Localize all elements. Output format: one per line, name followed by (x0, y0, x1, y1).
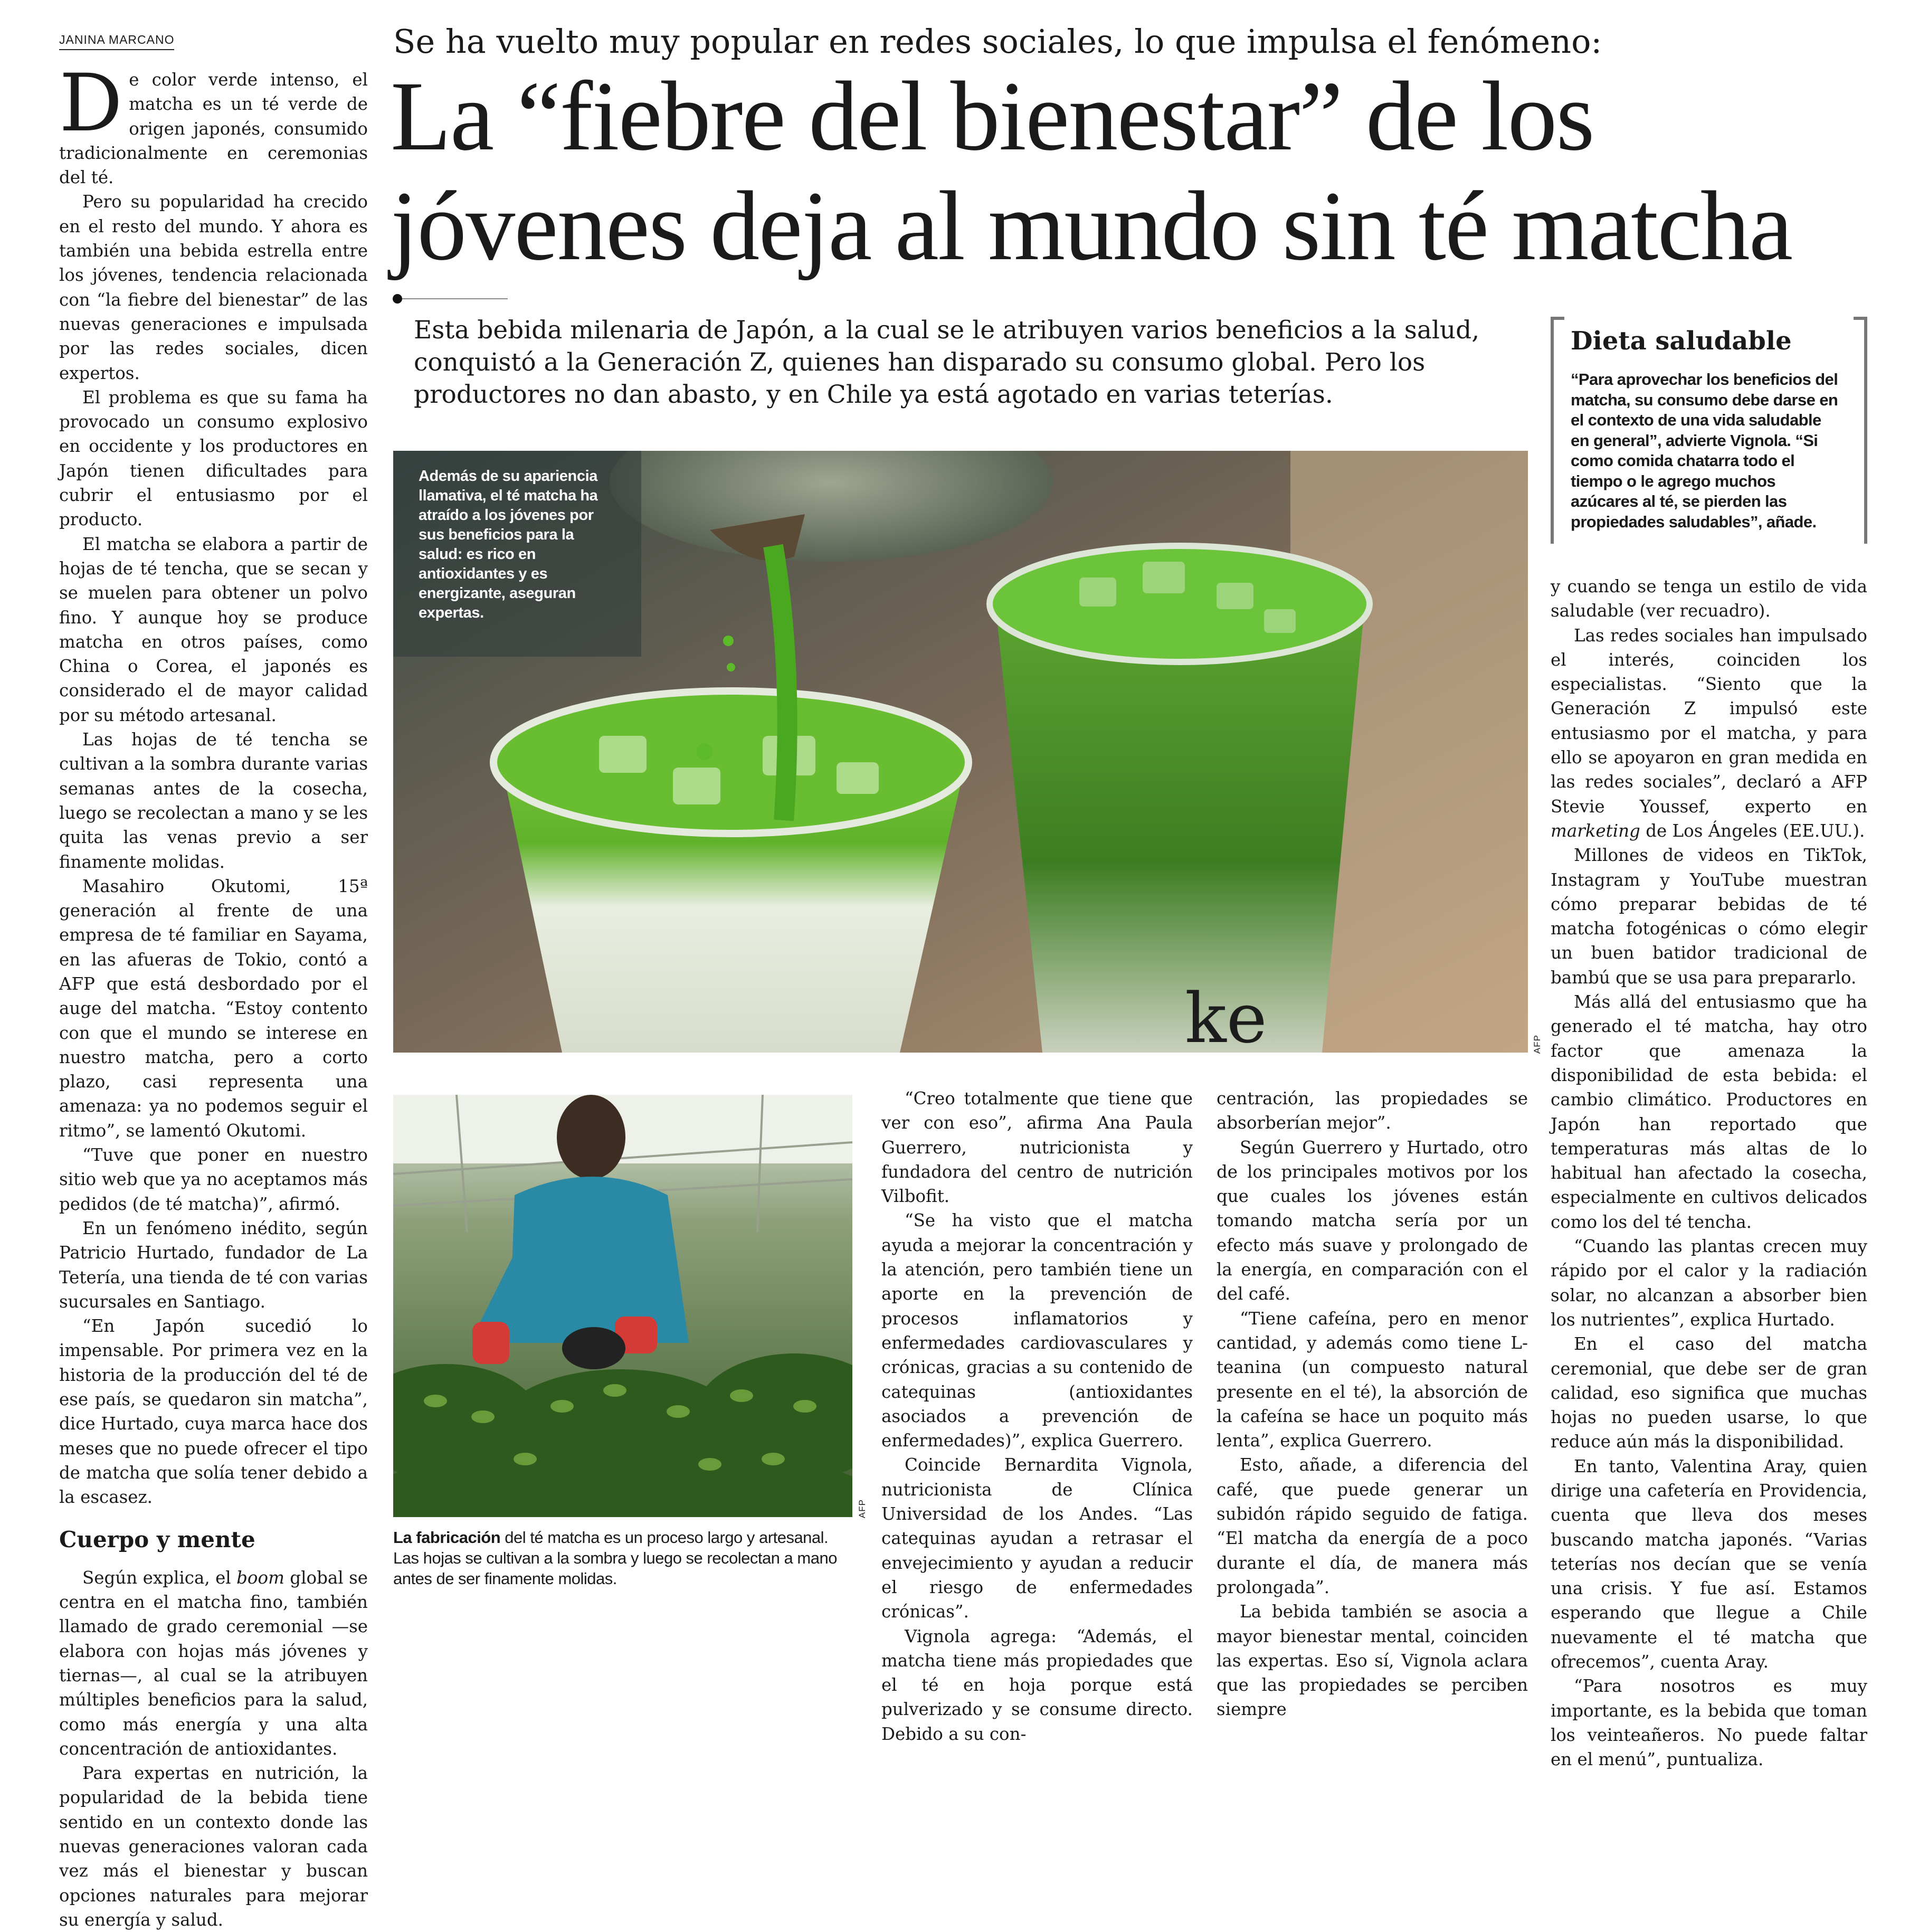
col1-para-7: “Tuve que poner en nuestro sitio web que ya no aceptamos más pedidos (de té matcha)”, afirmó. (59, 1145, 368, 1214)
col4-para-3: “Tiene cafeína, pero en menor cantidad, y además como tiene L-teanina (un compuesto natural presente en el té), la absorción de la cafeína se hace un poquito más lenta”, explica Guerrero. (1217, 1308, 1528, 1451)
col1-para-9: “En Japón sucedió lo impensable. Por primera vez en la historia de la producción del té de ese país, se quedaron sin matcha”, dice Hurtado, cuya marca hace dos meses que no puede ofrecer el tipo de matcha que solía tener debido a la escasez. (59, 1316, 368, 1508)
col3-para-2: “Se ha visto que el matcha ayuda a mejorar la concentración y la atención, pero también tiene un aporte en la prevención de procesos inflamatorios y enfermedades cardiovasculares y crónicas, gracias a su contenido de catequinas (antioxidantes asociados a prevención de enfermedades)”, explica Guerrero. (881, 1210, 1193, 1451)
main-photo (393, 451, 1528, 1053)
second-photo-caption-bold: La fabricación (393, 1528, 501, 1547)
col3-para-1: “Creo totalmente que tiene que ver con eso”, afirma Ana Paula Guerrero, nutricionista y fundadora del centro de nutrición Vilbofit. (881, 1088, 1193, 1207)
col1-para-10: Según explica, el boom global se centra en el matcha fino, también llamado de grado ceremonial —se elabora con hojas más jóvenes y tiernas—, al cual se la atribuyen múltiples beneficios para la salud, como más energía y una alta concentración de antioxidantes. (59, 1567, 368, 1759)
col5-para-1: y cuando se tenga un estilo de vida saludable (ver recuadro). (1551, 576, 1867, 621)
headline (391, 61, 1792, 281)
col5-para-2: Las redes sociales han impulsado el interés, coinciden los especialistas. “Siento que la Generación Z impulsó este entusiasmo por el matcha, y para ello se apoyaron en gran medida en las redes sociales”, declaró a AFP Stevie Youssef, experto en marketing de Los Ángeles (EE.UU.). (1551, 625, 1867, 841)
cup-logo-text: ke (1185, 978, 1267, 1053)
subhead-cuerpo-y-mente: Cuerpo y mente (59, 1526, 255, 1552)
col1-para-8: En un fenómeno inédito, según Patricio Hurtado, fundador de La Tetería, una tienda de té con varias sucursales en Santiago. (59, 1218, 368, 1312)
rule-line (402, 298, 508, 299)
second-photo-caption (393, 1527, 858, 1589)
col5-para-5: “Cuando las plantas crecen muy rápido por el calor y la radiación solar, no alcanzan a absorber bien los nutrientes”, explica Hurtado. (1551, 1236, 1867, 1330)
second-photo-credit: AFP (857, 1499, 867, 1519)
byline: JANINA MARCANO (59, 33, 174, 50)
col4-para-4: Esto, añade, a diferencia del café, que puede generar un subidón rápido seguido de fatiga. “El matcha da energía de a poco durante el día, de manera más prolongada”. (1217, 1455, 1528, 1597)
col4-para-2: Según Guerrero y Hurtado, otro de los principales motivos por los que cuales los jóvenes están tomando matcha sería por un efecto más suave y prolongado de la energía, en comparación con el del café. (1217, 1137, 1528, 1304)
sidebar-box (1551, 317, 1867, 560)
second-photo (393, 1095, 852, 1517)
col3-para-4: Vignola agrega: “Además, el matcha tiene más propiedades que el té en hoja porque está pulverizado y se consume directo. Debido a su con- (881, 1626, 1193, 1744)
col1-para-1: De color verde intenso, el matcha es un té verde de origen japonés, consumido tradicionalmente en ceremonias del té. (59, 58, 368, 188)
col5-para-3: Millones de videos en TikTok, Instagram y YouTube muestran cómo preparar bebidas de té matcha fotogénicas o cómo elegir un buen batidor tradicional de bambú que se usa para prepararlo. (1551, 845, 1867, 988)
column-4 (1217, 1086, 1528, 1722)
lead-paragraph: Esta bebida milenaria de Japón, a la cual se le atribuyen varios beneficios a la salud, conquistó a la Generación Z, quienes han disparado su consumo global. Pero los productores no dan abasto, y en Chile ya está agotado en varias teterías. (414, 316, 1480, 409)
sidebar-border-left (1551, 317, 1554, 544)
col1-para-4: El matcha se elabora a partir de hojas de té tencha, que se secan y se muelen para obtener un polvo fino. Y aunque hoy se produce matcha en otros países, como China o Corea, el japonés es considerado el de mayor calidad por su método artesanal. (59, 534, 368, 725)
col5-para-4: Más allá del entusiasmo que ha generado el té matcha, hay otro factor que amenaza la disponibilidad de esta bebida: el cambio climático. Productores en Japón han reportado que temperaturas más altas de lo habitual han afectado la cosecha, especialmente en cultivos delicados como los del té tencha. (1551, 992, 1867, 1232)
col1-para-3: El problema es que su fama ha provocado un consumo explosivo en occidente y los productores en Japón tienen dificultades para cubrir el entusiasmo por el producto. (59, 387, 368, 530)
second-photo-caption-rest: del té matcha es un proceso largo y artesanal. Las hojas se cultivan a la sombra y luego se recolectan a mano antes de ser finamente molidas. (393, 1528, 837, 1588)
kicker: Se ha vuelto muy popular en redes sociales, lo que impulsa el fenómeno: (393, 22, 1602, 61)
col4-para-5: La bebida también se asocia a mayor bienestar mental, coinciden las expertas. Eso sí, Vignola aclara que las propiedades se perciben siempre (1217, 1602, 1528, 1720)
drop-cap: D (59, 58, 123, 149)
headline-line-2: jóvenes deja al mundo sin té matcha (391, 171, 1792, 281)
rule-dot (393, 294, 402, 304)
col1-para-11: Para expertas en nutrición, la popularidad de la bebida tiene sentido en un contexto donde las nuevas generaciones valoran cada vez más el bienestar y buscan opciones naturales para mejorar su energía y salud. (59, 1763, 368, 1930)
sidebar-text: “Para aprovechar los beneficios del matcha, su consumo debe darse en el contexto de una vida saludable en general”, advierte Vignola. “Si como comida chatarra todo el tiempo o le agrego muchos azúcares al té, se pierden las propiedades saludables”, añade. (1571, 370, 1838, 531)
tea-harvest-illustration (393, 1095, 852, 1517)
main-photo-credit: AFP (1532, 1035, 1542, 1054)
column-3 (881, 1086, 1193, 1746)
col5-para-8: “Para nosotros es muy importante, es la bebida que toman los veinteañeros. No puede faltar en el menú”, puntualiza. (1551, 1676, 1867, 1770)
column-5 (1551, 574, 1867, 1772)
sidebar-border-right (1864, 317, 1867, 544)
column-1 (59, 58, 368, 1932)
col3-para-3: Coincide Bernardita Vignola, nutricionista de Clínica Universidad de los Andes. “Las catequinas ayudan a retrasar el envejecimiento y ayudan a reducir el riesgo de enfermedades crónicas”. (881, 1455, 1193, 1622)
col5-para-7: En tanto, Valentina Aray, quien dirige una cafetería en Providencia, cuenta que lleva dos meses buscando matcha japonés. “Varias teterías nos decían que se venía una crisis. Y fue así. Estamos esperando que llegue a Chile nuevamente el té matcha que ofrecemos”, cuenta Aray. (1551, 1456, 1867, 1672)
main-photo-caption: Además de su apariencia llamativa, el té matcha ha atraído a los jóvenes por sus beneficios para la salud: es rico en antioxidantes y es energizante, aseguran expertas. (419, 468, 598, 621)
sidebar-title: Dieta saludable (1571, 326, 1792, 356)
headline-line-1: La “fiebre del bienestar” de los (391, 61, 1594, 171)
col1-para-5: Las hojas de té tencha se cultivan a la sombra durante varias semanas antes de la cosecha, luego se recolectan a mano y se les quita las venas previo a ser finamente molidas. (59, 730, 368, 872)
col1-para-6: Masahiro Okutomi, 15ª generación al frente de una empresa de té familiar en Sayama, en las afueras de Tokio, contó a AFP que está desbordado por el auge del matcha. “Estoy contento con que el mundo se interese en nuestro matcha, pero a corto plazo, casi representa una amenaza: ya no podemos seguir el ritmo”, se lamentó Okutomi. (59, 876, 368, 1141)
col5-para-6: En el caso del matcha ceremonial, que debe ser de gran calidad, eso significa que muchas hojas no pueden usarse, lo que reduce aún más la disponibilidad. (1551, 1334, 1867, 1452)
col1-para-2: Pero su popularidad ha crecido en el resto del mundo. Y ahora es también una bebida estrella entre los jóvenes, tendencia relacionada con “la fiebre del bienestar” de las nuevas generaciones e impulsada por las redes sociales, dicen expertos. (59, 192, 368, 383)
col4-para-1: centración, las propiedades se absorberían mejor”. (1217, 1088, 1528, 1133)
